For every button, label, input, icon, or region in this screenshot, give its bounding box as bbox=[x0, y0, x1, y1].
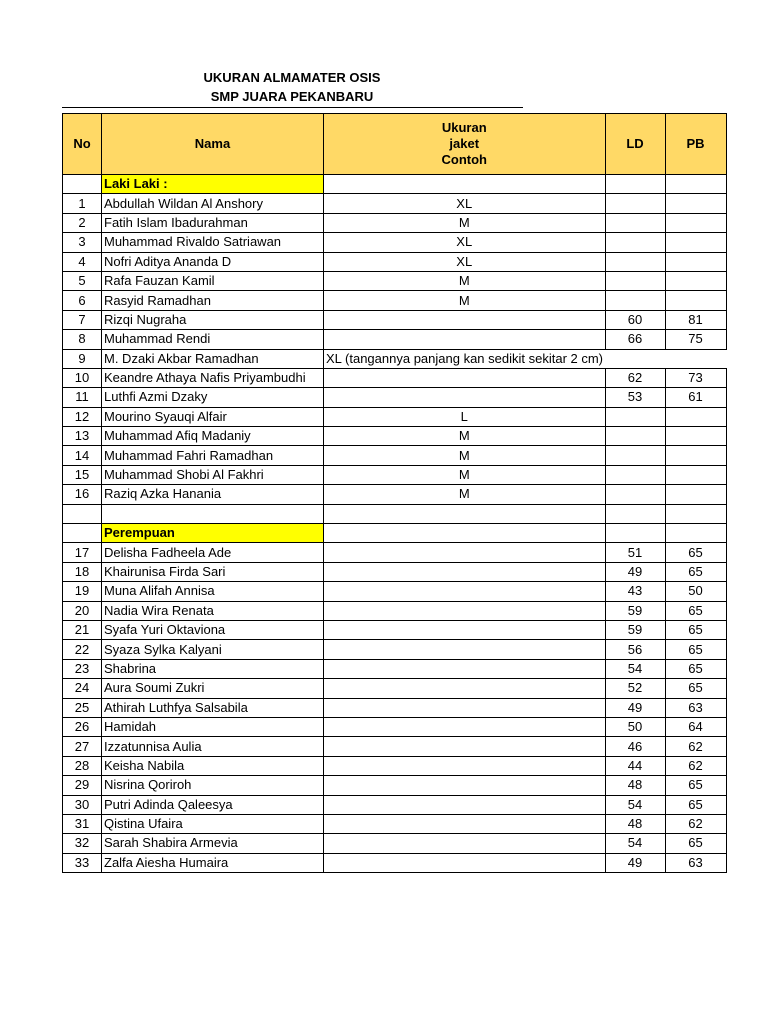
cell-ukuran[interactable] bbox=[324, 834, 606, 853]
section-label[interactable]: Laki Laki : bbox=[102, 175, 324, 194]
cell-no[interactable] bbox=[63, 175, 102, 194]
blank-row bbox=[63, 504, 727, 523]
cell-ld[interactable]: 52 bbox=[605, 679, 665, 698]
cell-ld[interactable]: 59 bbox=[605, 601, 665, 620]
section-header-row bbox=[63, 175, 727, 194]
cell-pb[interactable] bbox=[665, 175, 726, 194]
cell-no[interactable]: 9 bbox=[63, 349, 102, 368]
cell-pb[interactable] bbox=[665, 233, 726, 252]
table-row bbox=[63, 853, 727, 872]
table-row bbox=[63, 349, 727, 368]
table-row bbox=[63, 640, 727, 659]
cell-ld[interactable] bbox=[605, 271, 665, 290]
cell-ld[interactable]: 44 bbox=[605, 756, 665, 775]
cell-pb[interactable] bbox=[665, 504, 726, 523]
cell-no[interactable]: 19 bbox=[63, 582, 102, 601]
cell-nama[interactable]: Syaza Sylka Kalyani bbox=[102, 640, 324, 659]
section-header-row bbox=[63, 524, 727, 543]
cell-ukuran[interactable]: M bbox=[324, 213, 606, 232]
table-row bbox=[63, 582, 727, 601]
cell-ld[interactable] bbox=[605, 213, 665, 232]
cell-no[interactable]: 1 bbox=[63, 194, 102, 213]
cell-no[interactable]: 22 bbox=[63, 640, 102, 659]
cell-ukuran[interactable] bbox=[324, 524, 606, 543]
table-row bbox=[63, 194, 727, 213]
cell-nama[interactable]: Muhammad Rendi bbox=[102, 330, 324, 349]
cell-ld[interactable]: 46 bbox=[605, 737, 665, 756]
cell-no[interactable]: 25 bbox=[63, 698, 102, 717]
cell-no[interactable]: 21 bbox=[63, 620, 102, 639]
cell-ukuran[interactable] bbox=[324, 601, 606, 620]
cell-ukuran[interactable]: M bbox=[324, 485, 606, 504]
cell-ld[interactable]: 48 bbox=[605, 776, 665, 795]
table-row bbox=[63, 465, 727, 484]
cell-ld[interactable]: 54 bbox=[605, 834, 665, 853]
cell-no[interactable]: 29 bbox=[63, 776, 102, 795]
ukuran-note-text: XL (tangannya panjang kan sedikit sekitar 2 cm) bbox=[326, 350, 604, 366]
cell-nama[interactable]: Keisha Nabila bbox=[102, 756, 324, 775]
cell-pb[interactable] bbox=[665, 524, 726, 543]
cell-nama[interactable]: Shabrina bbox=[102, 659, 324, 678]
table-row bbox=[63, 562, 727, 581]
cell-ld[interactable]: 50 bbox=[605, 717, 665, 736]
cell-no[interactable] bbox=[63, 524, 102, 543]
cell-ukuran[interactable] bbox=[324, 310, 606, 329]
table-row bbox=[63, 737, 727, 756]
cell-pb[interactable] bbox=[665, 465, 726, 484]
cell-ukuran[interactable] bbox=[324, 737, 606, 756]
cell-nama[interactable]: Zalfa Aiesha Humaira bbox=[102, 853, 324, 872]
cell-pb[interactable]: 65 bbox=[665, 659, 726, 678]
cell-ld[interactable] bbox=[605, 349, 665, 368]
cell-pb[interactable]: 62 bbox=[665, 737, 726, 756]
cell-ld[interactable]: 51 bbox=[605, 543, 665, 562]
cell-nama[interactable] bbox=[102, 504, 324, 523]
cell-nama[interactable]: Rasyid Ramadhan bbox=[102, 291, 324, 310]
cell-pb[interactable]: 73 bbox=[665, 368, 726, 387]
cell-pb[interactable]: 65 bbox=[665, 620, 726, 639]
cell-ld[interactable] bbox=[605, 233, 665, 252]
column-header-ukuran[interactable] bbox=[324, 114, 606, 175]
cell-pb[interactable]: 65 bbox=[665, 776, 726, 795]
cell-ukuran-note[interactable] bbox=[324, 349, 606, 368]
cell-ukuran[interactable] bbox=[324, 795, 606, 814]
cell-nama[interactable]: Sarah Shabira Armevia bbox=[102, 834, 324, 853]
cell-pb[interactable] bbox=[665, 427, 726, 446]
cell-pb[interactable]: 50 bbox=[665, 582, 726, 601]
cell-no[interactable]: 11 bbox=[63, 388, 102, 407]
cell-ukuran[interactable]: XL bbox=[324, 233, 606, 252]
cell-ld[interactable]: 43 bbox=[605, 582, 665, 601]
table-row bbox=[63, 213, 727, 232]
document-subtitle: SMP JUARA PEKANBARU bbox=[210, 89, 374, 104]
column-header-no[interactable]: No bbox=[63, 114, 102, 175]
cell-ld[interactable] bbox=[605, 252, 665, 271]
cell-pb[interactable] bbox=[665, 485, 726, 504]
table-row bbox=[63, 233, 727, 252]
table-row bbox=[63, 310, 727, 329]
cell-pb[interactable]: 65 bbox=[665, 640, 726, 659]
cell-nama[interactable]: Rizqi Nugraha bbox=[102, 310, 324, 329]
cell-nama[interactable]: Raziq Azka Hanania bbox=[102, 485, 324, 504]
cell-no[interactable]: 6 bbox=[63, 291, 102, 310]
cell-ukuran[interactable]: XL bbox=[324, 194, 606, 213]
cell-nama[interactable]: Nadia Wira Renata bbox=[102, 601, 324, 620]
cell-ukuran[interactable] bbox=[324, 776, 606, 795]
cell-ukuran[interactable]: M bbox=[324, 271, 606, 290]
cell-ukuran[interactable]: XL bbox=[324, 252, 606, 271]
cell-pb[interactable]: 65 bbox=[665, 679, 726, 698]
cell-nama[interactable]: Putri Adinda Qaleesya bbox=[102, 795, 324, 814]
cell-pb[interactable]: 75 bbox=[665, 330, 726, 349]
column-header-nama[interactable]: Nama bbox=[102, 114, 324, 175]
table-row bbox=[63, 717, 727, 736]
cell-pb[interactable] bbox=[665, 349, 726, 368]
cell-no[interactable]: 14 bbox=[63, 446, 102, 465]
cell-nama[interactable]: Nisrina Qoriroh bbox=[102, 776, 324, 795]
cell-pb[interactable]: 65 bbox=[665, 601, 726, 620]
cell-ld[interactable]: 66 bbox=[605, 330, 665, 349]
cell-pb[interactable]: 62 bbox=[665, 756, 726, 775]
cell-no[interactable]: 17 bbox=[63, 543, 102, 562]
section-label[interactable]: Perempuan bbox=[102, 524, 324, 543]
table-row bbox=[63, 795, 727, 814]
table-row bbox=[63, 601, 727, 620]
table-body bbox=[63, 175, 727, 873]
cell-pb[interactable] bbox=[665, 213, 726, 232]
cell-pb[interactable]: 63 bbox=[665, 853, 726, 872]
table-row bbox=[63, 679, 727, 698]
cell-nama[interactable]: Keandre Athaya Nafis Priyambudhi bbox=[102, 368, 324, 387]
cell-no[interactable]: 18 bbox=[63, 562, 102, 581]
table-row bbox=[63, 543, 727, 562]
column-header-pb[interactable]: PB bbox=[665, 114, 726, 175]
cell-pb[interactable]: 65 bbox=[665, 543, 726, 562]
cell-nama[interactable]: Qistina Ufaira bbox=[102, 814, 324, 833]
cell-ld[interactable] bbox=[605, 524, 665, 543]
cell-ukuran[interactable]: M bbox=[324, 291, 606, 310]
cell-pb[interactable]: 65 bbox=[665, 834, 726, 853]
cell-ld[interactable]: 49 bbox=[605, 562, 665, 581]
cell-pb[interactable] bbox=[665, 271, 726, 290]
cell-ukuran[interactable] bbox=[324, 582, 606, 601]
cell-no[interactable]: 5 bbox=[63, 271, 102, 290]
cell-ukuran[interactable] bbox=[324, 814, 606, 833]
cell-ukuran[interactable] bbox=[324, 330, 606, 349]
cell-ld[interactable]: 49 bbox=[605, 853, 665, 872]
table-row bbox=[63, 427, 727, 446]
cell-ukuran[interactable] bbox=[324, 679, 606, 698]
cell-ld[interactable]: 48 bbox=[605, 814, 665, 833]
cell-nama[interactable]: Muna Alifah Annisa bbox=[102, 582, 324, 601]
cell-nama[interactable]: Athirah Luthfya Salsabila bbox=[102, 698, 324, 717]
cell-nama[interactable]: Aura Soumi Zukri bbox=[102, 679, 324, 698]
cell-pb[interactable]: 65 bbox=[665, 795, 726, 814]
cell-nama[interactable]: Muhammad Afiq Madaniy bbox=[102, 427, 324, 446]
cell-ld[interactable] bbox=[605, 485, 665, 504]
cell-no[interactable]: 27 bbox=[63, 737, 102, 756]
cell-pb[interactable] bbox=[665, 252, 726, 271]
cell-nama[interactable]: Syafa Yuri Oktaviona bbox=[102, 620, 324, 639]
cell-nama[interactable]: Muhammad Fahri Ramadhan bbox=[102, 446, 324, 465]
cell-nama[interactable]: Rafa Fauzan Kamil bbox=[102, 271, 324, 290]
cell-ukuran[interactable] bbox=[324, 620, 606, 639]
cell-no[interactable]: 2 bbox=[63, 213, 102, 232]
cell-ukuran[interactable] bbox=[324, 640, 606, 659]
cell-ld[interactable] bbox=[605, 407, 665, 426]
cell-ukuran[interactable] bbox=[324, 717, 606, 736]
cell-nama[interactable]: Nofri Aditya Ananda D bbox=[102, 252, 324, 271]
table-row bbox=[63, 368, 727, 387]
cell-ld[interactable]: 53 bbox=[605, 388, 665, 407]
document-title: UKURAN ALMAMATER OSIS bbox=[203, 70, 381, 85]
cell-pb[interactable]: 61 bbox=[665, 388, 726, 407]
cell-pb[interactable] bbox=[665, 407, 726, 426]
cell-uk[interactable] bbox=[324, 504, 606, 523]
cell-ukuran[interactable]: M bbox=[324, 427, 606, 446]
cell-no[interactable] bbox=[63, 504, 102, 523]
table-row bbox=[63, 698, 727, 717]
cell-nama[interactable]: Izzatunnisa Aulia bbox=[102, 737, 324, 756]
cell-ld[interactable]: 59 bbox=[605, 620, 665, 639]
cell-ukuran[interactable]: M bbox=[324, 465, 606, 484]
cell-nama[interactable]: M. Dzaki Akbar Ramadhan bbox=[102, 349, 324, 368]
cell-no[interactable]: 10 bbox=[63, 368, 102, 387]
title-underline bbox=[62, 107, 523, 108]
cell-ukuran[interactable]: L bbox=[324, 407, 606, 426]
cell-ukuran[interactable] bbox=[324, 388, 606, 407]
cell-ld[interactable]: 54 bbox=[605, 659, 665, 678]
cell-ukuran[interactable]: M bbox=[324, 446, 606, 465]
cell-ld[interactable]: 56 bbox=[605, 640, 665, 659]
cell-ld[interactable]: 62 bbox=[605, 368, 665, 387]
table-row bbox=[63, 291, 727, 310]
table-row bbox=[63, 388, 727, 407]
cell-pb[interactable] bbox=[665, 446, 726, 465]
cell-pb[interactable]: 81 bbox=[665, 310, 726, 329]
cell-pb[interactable] bbox=[665, 291, 726, 310]
table-row bbox=[63, 756, 727, 775]
table-row bbox=[63, 814, 727, 833]
cell-no[interactable]: 4 bbox=[63, 252, 102, 271]
cell-ukuran[interactable] bbox=[324, 853, 606, 872]
cell-no[interactable]: 32 bbox=[63, 834, 102, 853]
cell-pb[interactable]: 62 bbox=[665, 814, 726, 833]
cell-no[interactable]: 31 bbox=[63, 814, 102, 833]
cell-no[interactable]: 24 bbox=[63, 679, 102, 698]
cell-nama[interactable]: Fatih Islam Ibadurahman bbox=[102, 213, 324, 232]
table-row bbox=[63, 620, 727, 639]
size-table bbox=[62, 113, 727, 873]
cell-nama[interactable]: Delisha Fadheela Ade bbox=[102, 543, 324, 562]
cell-no[interactable]: 15 bbox=[63, 465, 102, 484]
cell-nama[interactable]: Muhammad Shobi Al Fakhri bbox=[102, 465, 324, 484]
cell-nama[interactable]: Hamidah bbox=[102, 717, 324, 736]
cell-nama[interactable]: Mourino Syauqi Alfair bbox=[102, 407, 324, 426]
cell-ukuran[interactable] bbox=[324, 756, 606, 775]
table-row bbox=[63, 407, 727, 426]
cell-ld[interactable]: 54 bbox=[605, 795, 665, 814]
cell-pb[interactable]: 64 bbox=[665, 717, 726, 736]
table-row bbox=[63, 485, 727, 504]
cell-ukuran[interactable] bbox=[324, 562, 606, 581]
cell-ld[interactable] bbox=[605, 175, 665, 194]
cell-ld[interactable] bbox=[605, 194, 665, 213]
cell-no[interactable]: 26 bbox=[63, 717, 102, 736]
table-row bbox=[63, 834, 727, 853]
table-row bbox=[63, 659, 727, 678]
cell-ukuran[interactable] bbox=[324, 175, 606, 194]
table-row bbox=[63, 271, 727, 290]
cell-ld[interactable] bbox=[605, 504, 665, 523]
cell-ukuran[interactable] bbox=[324, 698, 606, 717]
cell-no[interactable]: 8 bbox=[63, 330, 102, 349]
cell-no[interactable]: 20 bbox=[63, 601, 102, 620]
cell-no[interactable]: 3 bbox=[63, 233, 102, 252]
cell-ld[interactable] bbox=[605, 465, 665, 484]
cell-no[interactable]: 12 bbox=[63, 407, 102, 426]
table-row bbox=[63, 330, 727, 349]
cell-nama[interactable]: Khairunisa Firda Sari bbox=[102, 562, 324, 581]
cell-ld[interactable] bbox=[605, 291, 665, 310]
column-header-ukuran-label: Ukuran jaket Contoh bbox=[441, 120, 487, 167]
table-row bbox=[63, 446, 727, 465]
cell-nama[interactable]: Luthfi Azmi Dzaky bbox=[102, 388, 324, 407]
cell-pb[interactable] bbox=[665, 194, 726, 213]
cell-pb[interactable]: 63 bbox=[665, 698, 726, 717]
column-header-ld[interactable]: LD bbox=[605, 114, 665, 175]
cell-no[interactable]: 16 bbox=[63, 485, 102, 504]
cell-pb[interactable]: 65 bbox=[665, 562, 726, 581]
cell-no[interactable]: 23 bbox=[63, 659, 102, 678]
cell-ld[interactable] bbox=[605, 446, 665, 465]
table-header-row bbox=[63, 114, 727, 175]
cell-no[interactable]: 7 bbox=[63, 310, 102, 329]
cell-ukuran[interactable] bbox=[324, 659, 606, 678]
table-row bbox=[63, 776, 727, 795]
cell-ld[interactable]: 49 bbox=[605, 698, 665, 717]
cell-no[interactable]: 13 bbox=[63, 427, 102, 446]
cell-ld[interactable] bbox=[605, 427, 665, 446]
cell-no[interactable]: 28 bbox=[63, 756, 102, 775]
cell-ld[interactable]: 60 bbox=[605, 310, 665, 329]
cell-nama[interactable]: Muhammad Rivaldo Satriawan bbox=[102, 233, 324, 252]
cell-no[interactable]: 30 bbox=[63, 795, 102, 814]
cell-ukuran[interactable] bbox=[324, 543, 606, 562]
cell-no[interactable]: 33 bbox=[63, 853, 102, 872]
cell-ukuran[interactable] bbox=[324, 368, 606, 387]
table-row bbox=[63, 252, 727, 271]
cell-nama[interactable]: Abdullah Wildan Al Anshory bbox=[102, 194, 324, 213]
